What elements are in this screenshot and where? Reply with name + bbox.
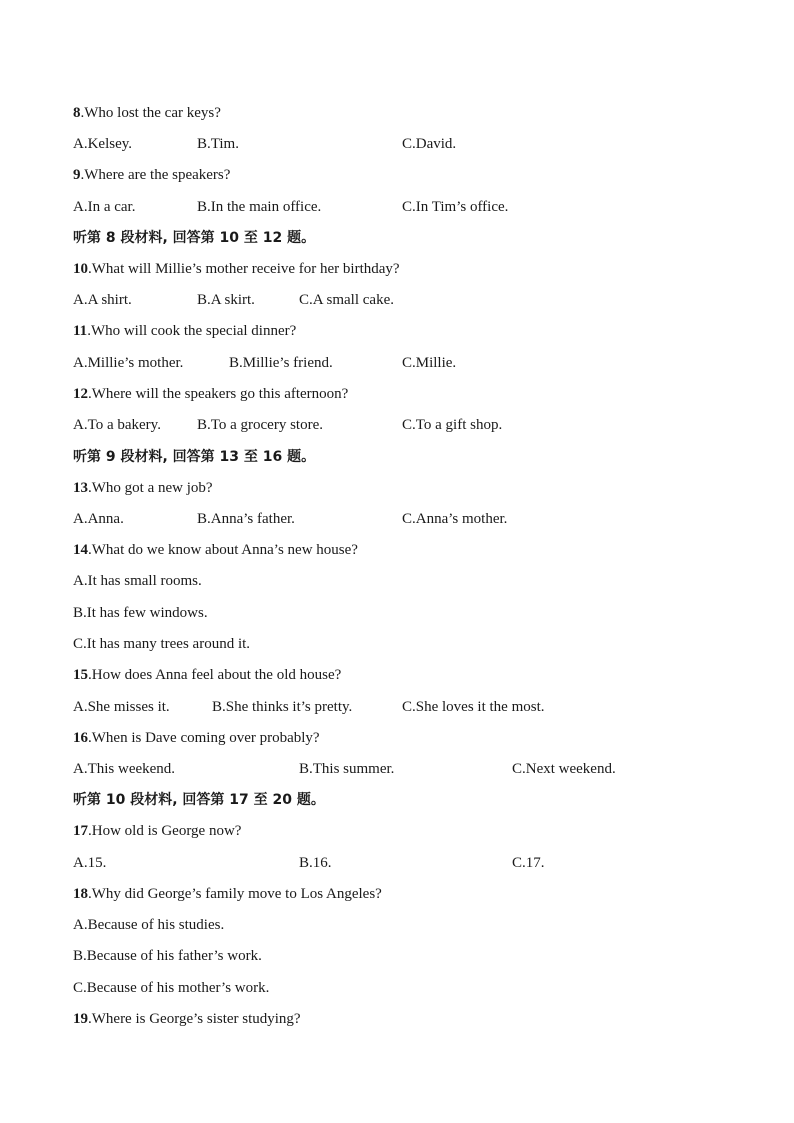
option-a: A.In a car. xyxy=(73,199,136,215)
question-15 xyxy=(73,666,341,684)
option-c: C.In Tim’s office. xyxy=(402,199,509,215)
option-b: B.Tim. xyxy=(197,136,239,152)
option-b: B.She thinks it’s pretty. xyxy=(212,699,353,715)
question-12 xyxy=(73,385,348,403)
option-a: A.Millie’s mother. xyxy=(73,355,184,371)
question-11 xyxy=(73,322,296,340)
option-a: A.A shirt. xyxy=(73,292,132,308)
option-b: B.Millie’s friend. xyxy=(229,355,333,371)
question-number: 14 xyxy=(73,542,88,558)
question-16 xyxy=(73,729,320,747)
option-a: A.To a bakery. xyxy=(73,417,161,433)
question-number: 16 xyxy=(73,730,88,746)
option-c: C.17. xyxy=(512,855,545,871)
question-17 xyxy=(73,822,241,840)
question-text: .Where are the speakers? xyxy=(80,167,231,183)
question-10 xyxy=(73,260,400,278)
question-text: .Who lost the car keys? xyxy=(80,105,221,121)
question-number: 9 xyxy=(73,167,81,183)
option-a: A.Kelsey. xyxy=(73,136,133,152)
question-number: 10 xyxy=(73,261,88,277)
question-number: 18 xyxy=(73,886,88,902)
option-c-line: C.It has many trees around it. xyxy=(73,636,251,652)
option-a: A.Anna. xyxy=(73,511,124,527)
option-a-line: A.Because of his studies. xyxy=(73,917,225,933)
option-c: C.David. xyxy=(402,136,457,152)
question-text: .Where is George’s sister studying? xyxy=(88,1011,301,1027)
question-text: .What will Millie’s mother receive for her birthday? xyxy=(88,261,400,277)
question-14 xyxy=(73,541,358,559)
question-number: 15 xyxy=(73,667,88,683)
option-c: C.She loves it the most. xyxy=(402,699,545,715)
question-text: .How old is George now? xyxy=(88,823,242,839)
question-text: .How does Anna feel about the old house? xyxy=(88,667,342,683)
option-c: C.A small cake. xyxy=(299,292,394,308)
option-b-line: B.Because of his father’s work. xyxy=(73,948,262,964)
question-number: 11 xyxy=(73,323,88,339)
option-b: B.In the main office. xyxy=(197,199,322,215)
option-a: A.She misses it. xyxy=(73,699,170,715)
section-heading-10: 听第 10 段材料, 回答第 17 至 20 题。 xyxy=(73,792,325,808)
question-number: 8 xyxy=(73,105,81,121)
option-c-line: C.Because of his mother’s work. xyxy=(73,980,270,996)
question-19 xyxy=(73,1010,301,1028)
question-number: 13 xyxy=(73,480,88,496)
question-number: 17 xyxy=(73,823,88,839)
question-number: 19 xyxy=(73,1011,88,1027)
section-heading-8: 听第 8 段材料, 回答第 10 至 12 题。 xyxy=(73,230,316,246)
option-a-line: A.It has small rooms. xyxy=(73,573,202,589)
option-b-line: B.It has few windows. xyxy=(73,605,208,621)
option-c: C.To a gift shop. xyxy=(402,417,503,433)
question-text: .When is Dave coming over probably? xyxy=(88,730,320,746)
option-b: B.A skirt. xyxy=(197,292,255,308)
option-a: A.This weekend. xyxy=(73,761,176,777)
option-c: C.Next weekend. xyxy=(512,761,616,777)
question-text: .Why did George’s family move to Los Angeles? xyxy=(88,886,382,902)
option-c: C.Millie. xyxy=(402,355,457,371)
option-a: A.15. xyxy=(73,855,107,871)
question-18 xyxy=(73,885,382,903)
option-b: B.16. xyxy=(299,855,332,871)
question-text: .What do we know about Anna’s new house? xyxy=(88,542,358,558)
section-heading-9: 听第 9 段材料, 回答第 13 至 16 题。 xyxy=(73,449,316,465)
question-text: .Who got a new job? xyxy=(88,480,213,496)
option-c: C.Anna’s mother. xyxy=(402,511,508,527)
question-number: 12 xyxy=(73,386,88,402)
option-b: B.To a grocery store. xyxy=(197,417,323,433)
option-b: B.This summer. xyxy=(299,761,395,777)
question-8 xyxy=(73,104,221,122)
question-text: .Where will the speakers go this afternoon? xyxy=(88,386,349,402)
question-13 xyxy=(73,479,213,497)
question-text: .Who will cook the special dinner? xyxy=(87,323,297,339)
option-b: B.Anna’s father. xyxy=(197,511,295,527)
question-9 xyxy=(73,166,230,184)
